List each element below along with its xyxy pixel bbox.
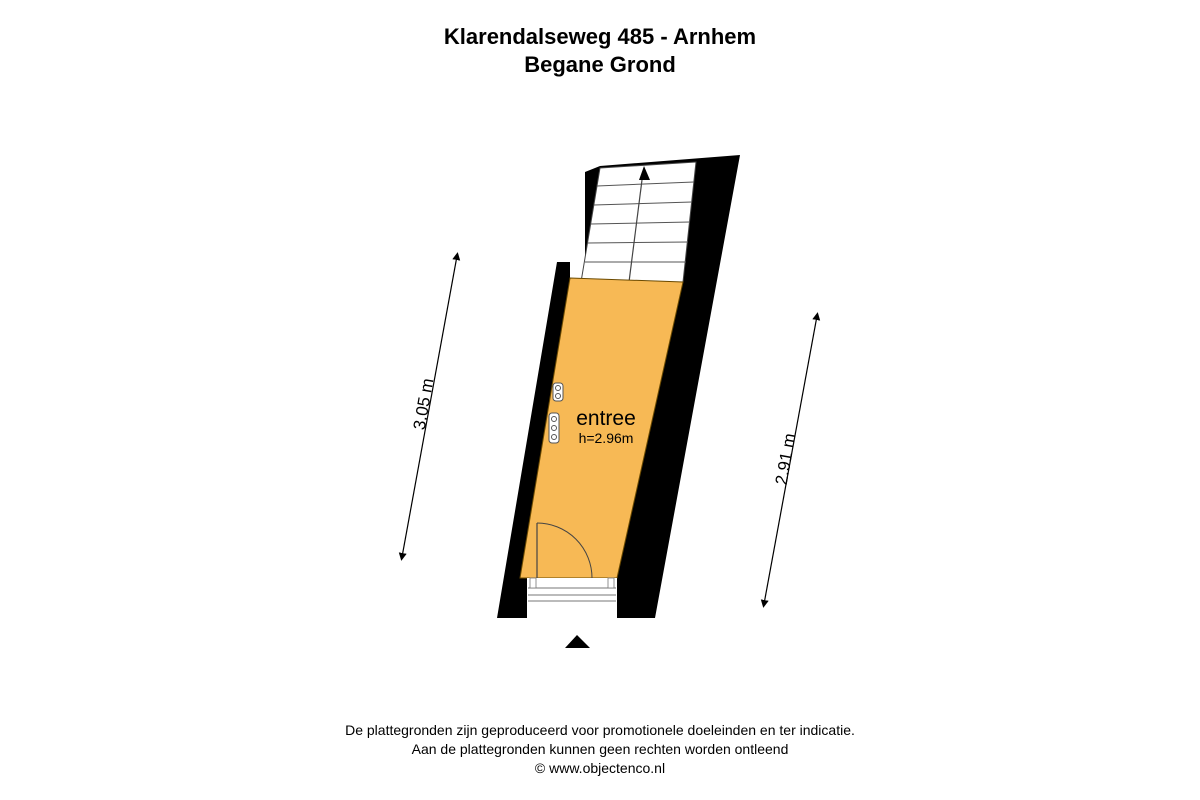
- door-jamb-left: [530, 578, 536, 588]
- disclaimer-line-1: De plattegronden zijn geproduceerd voor promotionele doeleinden en ter indicatie.: [345, 722, 855, 738]
- dimension-label-left: 3.05 m: [409, 376, 438, 432]
- room-name-label: entree: [576, 407, 636, 430]
- entrance-arrow-icon: [565, 635, 590, 648]
- door-jamb-right: [608, 578, 614, 588]
- room-height-label: h=2.96m: [578, 430, 634, 446]
- floor-title: Begane Grond: [524, 52, 676, 77]
- door-opening: [527, 578, 617, 603]
- dimension-label-right: 2.91 m: [771, 431, 800, 487]
- address-title: Klarendalseweg 485 - Arnhem: [443, 24, 757, 49]
- copyright-link: © www.objectenco.nl: [534, 760, 666, 776]
- disclaimer-line-2: Aan de plattegronden kunnen geen rechten worden ontleend: [411, 741, 789, 757]
